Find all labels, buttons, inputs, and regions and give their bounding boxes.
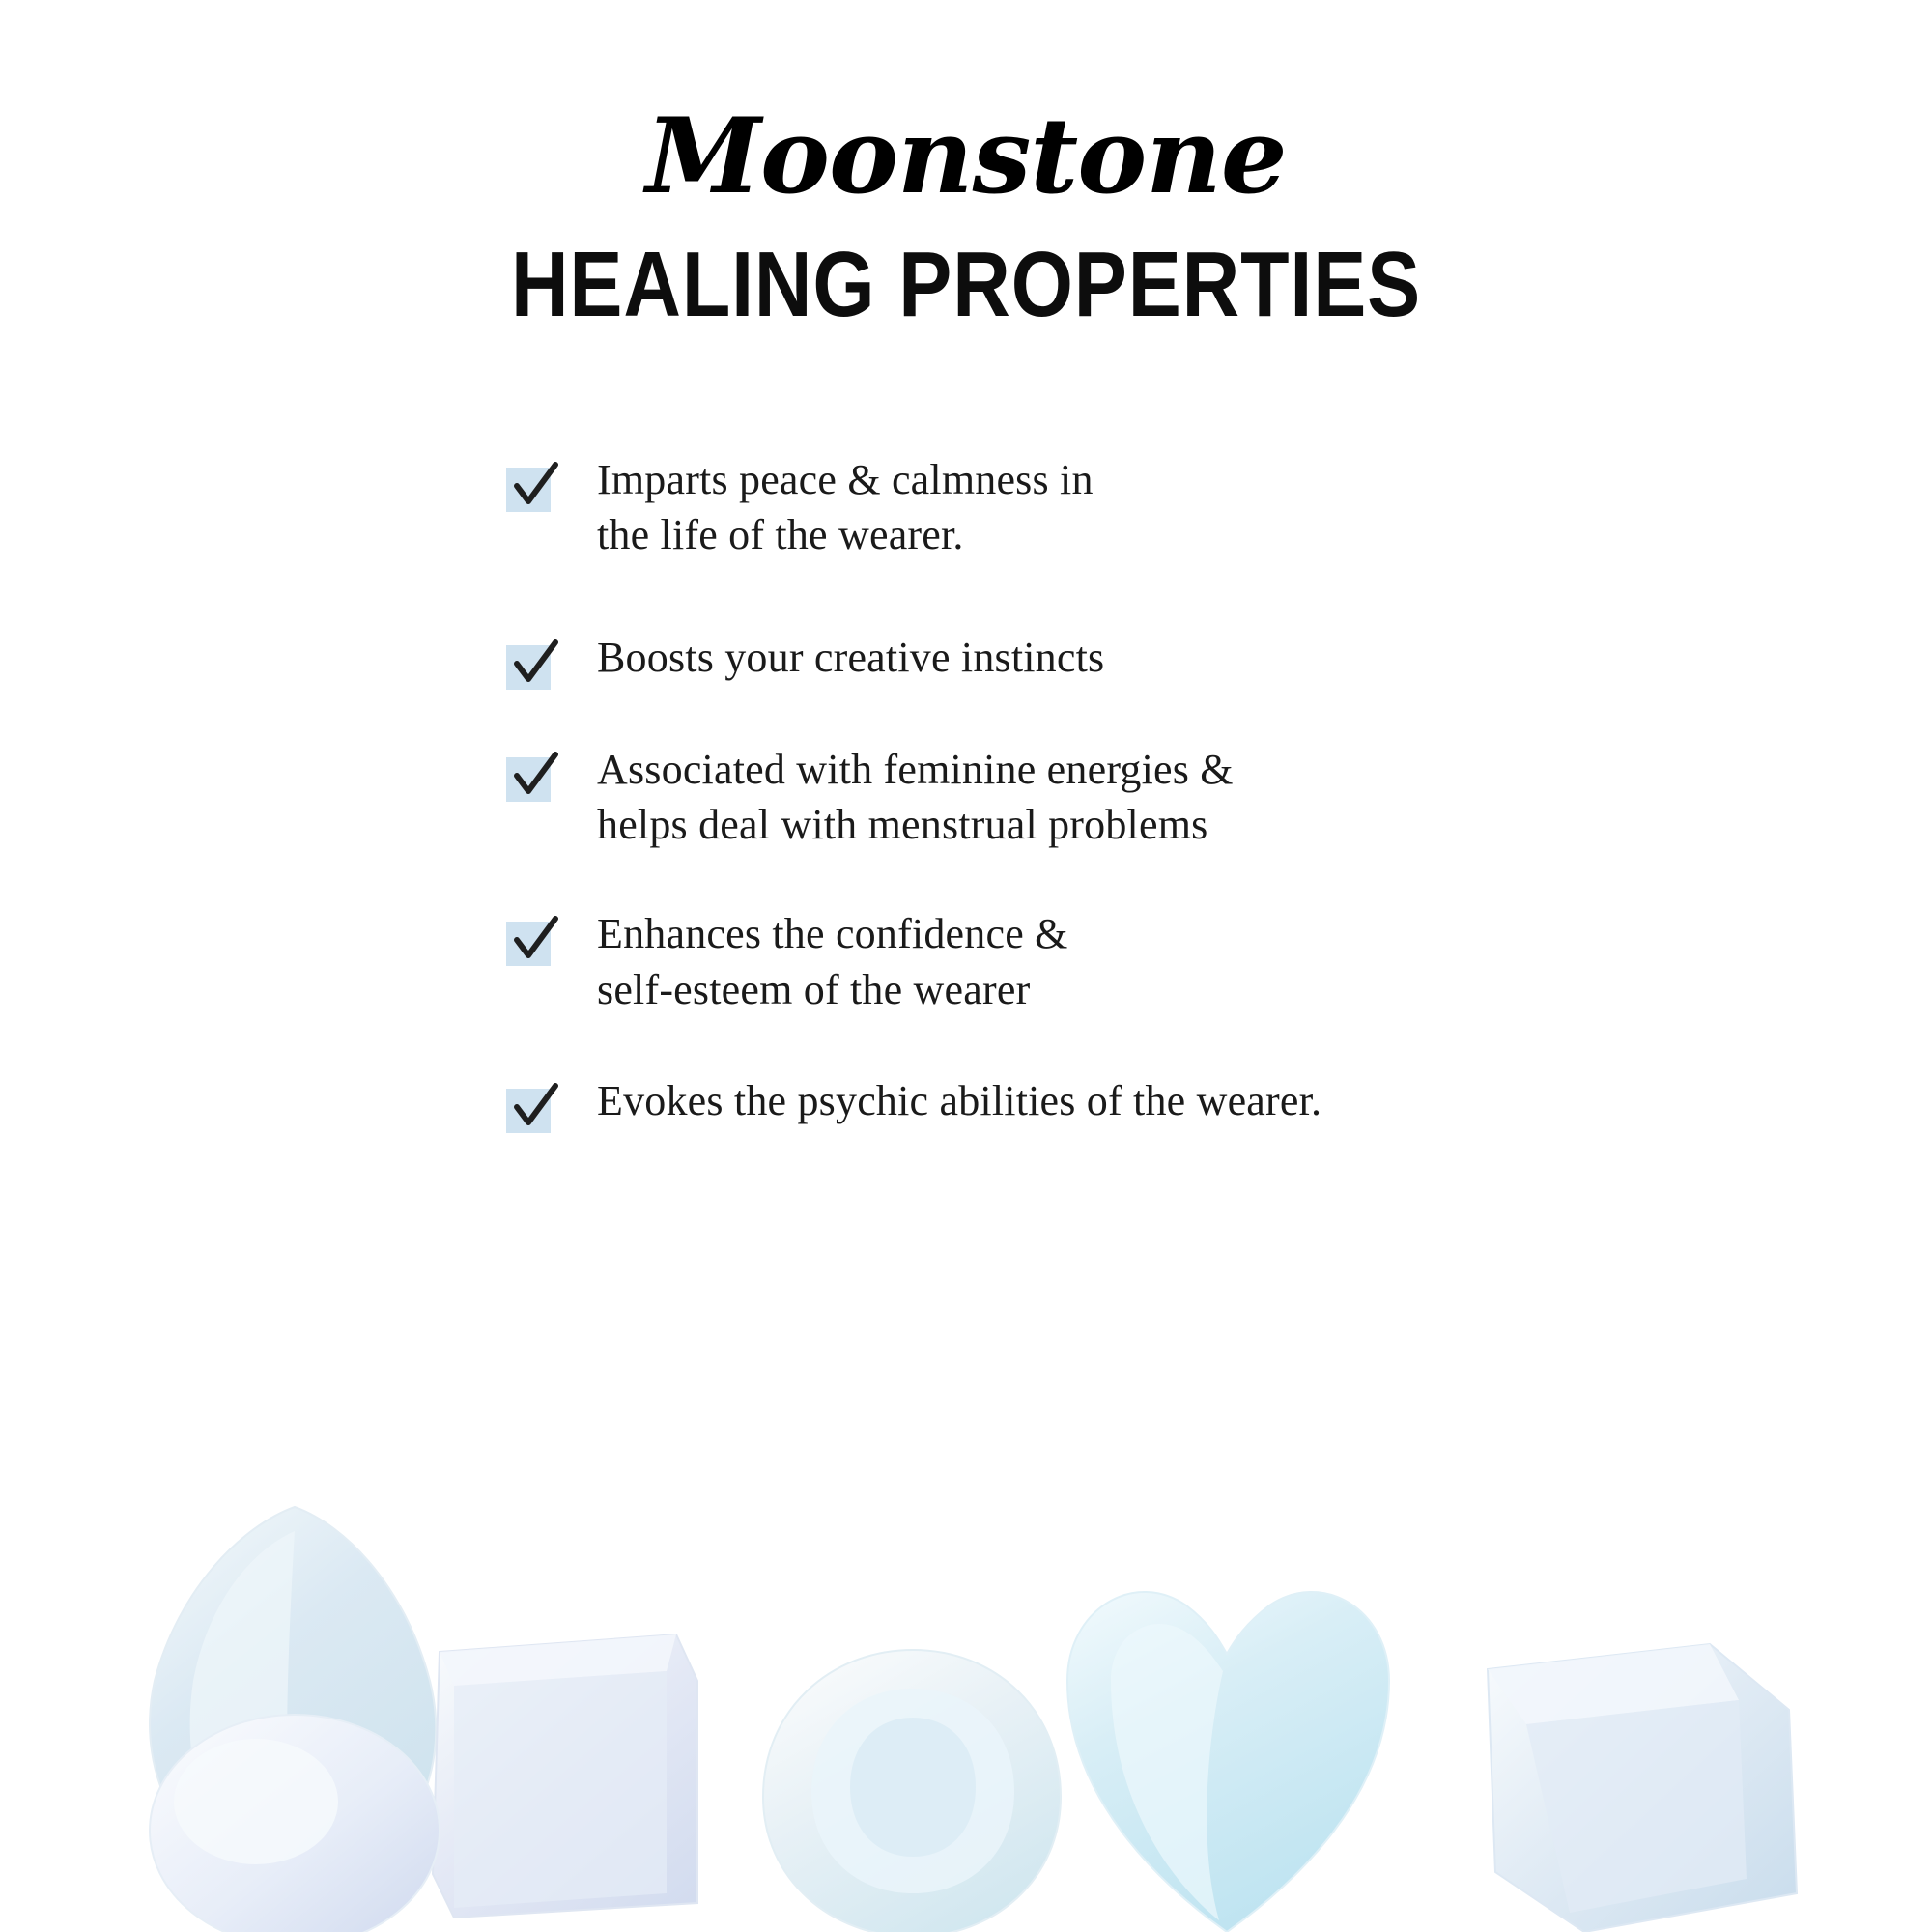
list-item-text	[597, 742, 1234, 852]
emerald-cut-stone	[433, 1634, 697, 1918]
list-item-line: Enhances the confidence &	[597, 910, 1068, 958]
list-item-text	[597, 906, 1068, 1016]
list-item	[506, 452, 1816, 562]
list-item-text	[597, 630, 1104, 685]
list-item-line: Imparts peace & calmness in	[597, 455, 1094, 503]
list-item-text	[597, 1073, 1321, 1128]
list-item-line: self-esteem of the wearer	[597, 965, 1031, 1013]
checkbox-checked-icon	[506, 468, 551, 512]
checkbox-checked-icon	[506, 645, 551, 690]
properties-list	[0, 452, 1932, 1133]
oval-cabochon-stone	[150, 1715, 440, 1932]
list-item-line: Boosts your creative instincts	[597, 633, 1105, 681]
pear-faceted-stone	[763, 1650, 1061, 1932]
list-item-line: Associated with feminine energies &	[597, 745, 1234, 793]
page-title-script: Moonstone	[645, 96, 1287, 217]
checkbox-checked-icon	[506, 922, 551, 966]
list-item-line: Evokes the psychic abilities of the wearer.	[597, 1076, 1322, 1124]
moonstone-gemstones-photo	[0, 1391, 1932, 1932]
list-item	[506, 742, 1816, 852]
list-item-line: the life of the wearer.	[597, 510, 964, 558]
checkbox-checked-icon	[506, 757, 551, 802]
list-item	[506, 906, 1816, 1016]
cushion-cut-stone	[1488, 1644, 1797, 1932]
checkbox-checked-icon	[506, 1089, 551, 1133]
list-item-line: helps deal with menstrual problems	[597, 801, 1208, 849]
list-item	[506, 1073, 1816, 1133]
heart-cabochon-stone	[1067, 1592, 1389, 1932]
list-item	[506, 630, 1816, 690]
list-item-text	[597, 452, 1094, 562]
header	[0, 0, 1932, 336]
page-title: HEALING PROPERTIES	[510, 233, 1422, 336]
